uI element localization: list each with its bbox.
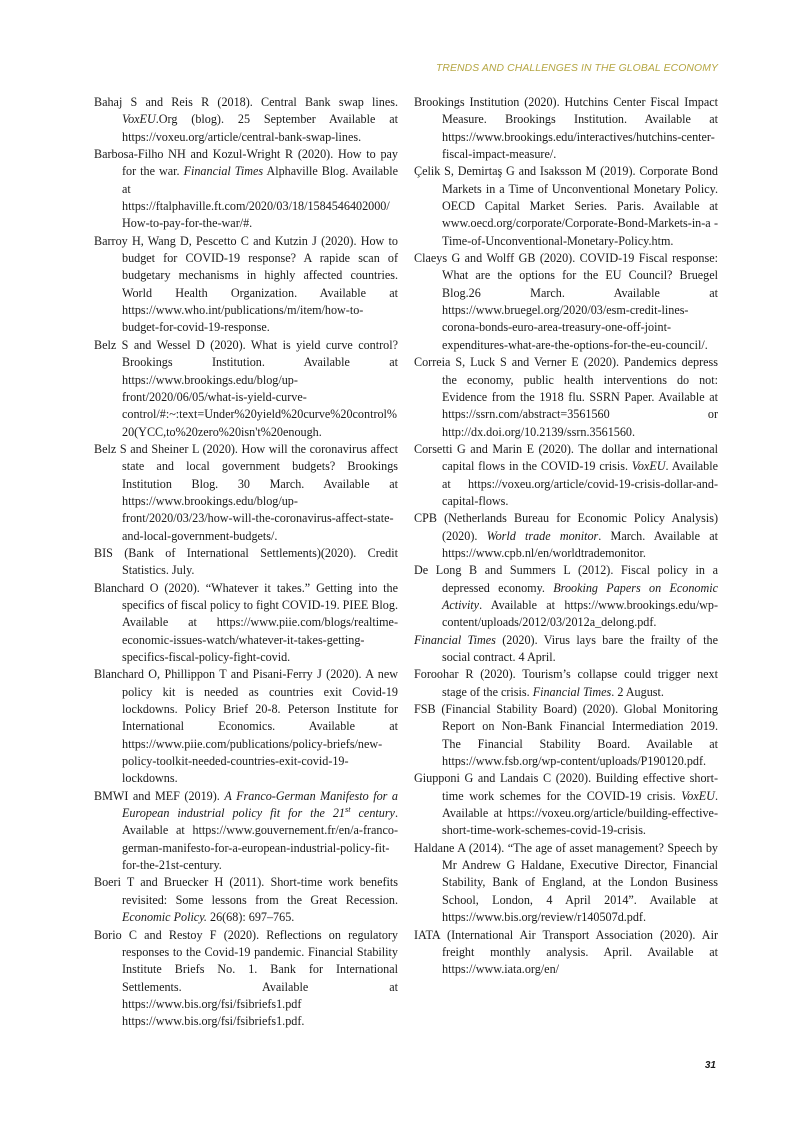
reference-entry (94, 233, 398, 337)
reference-text: Correia S, Luck S and Verner E (2020). Pandemics depress the economy, public health interventions do not: Evidence from the 1918 flu. SSRN Paper. Available at https://ssrn.com/abstract=3561560 or http://dx.doi.org/10.2139/ssrn.3561560. (414, 355, 718, 439)
reference-entry (414, 250, 718, 354)
reference-italic-text: VoxEU (122, 112, 156, 127)
reference-text: De Long B and Summers L (2012). Fiscal policy in a depressed economy. (414, 563, 718, 595)
reference-text: . Available at https://voxeu.org/article/covid-19-crisis-dollar-and-capital-flows. (442, 459, 718, 508)
reference-italic-text: Financial Times (183, 164, 264, 179)
reference-text: Belz S and Wessel D (2020). What is yield curve control? Brookings Institution. Available at https://www.brookings.edu/blog/up-front/2020/06/05/what-is-yield-curve-control/#:~:text=Under%20yield%20curve%20control%20(YCC,to%20zero%20isn't%20enough. (94, 337, 398, 439)
reference-text: Foroohar R (2020). Tourism’s collapse could trigger next stage of the crisis. (414, 667, 718, 699)
reference-text: IATA (International Air Transport Association (2020). Air freight monthly analysis. April. Available at https://www.iata.org/en/ (414, 927, 718, 977)
reference-entry (94, 146, 398, 233)
reference-italic-text: Financial Times (532, 684, 612, 699)
reference-entry (414, 632, 718, 667)
reference-italic-text: VoxEU (631, 459, 666, 474)
reference-text: Haldane A (2014). “The age of asset management? Speech by Mr Andrew G Haldane, Executive Director, Financial Stability, Bank of England, at the London Business School, London, 4 April 2014”. Available at https://www.bis.org/review/r140507d.pdf. (414, 840, 718, 925)
reference-entry (94, 788, 398, 875)
reference-italic-text: century (350, 806, 395, 821)
reference-text: Alphaville Blog. Available at https://ftalphaville.ft.com/2020/03/18/1584546402000/How-to-pay-for-the-war/#. (122, 164, 398, 231)
running-header: TRENDS AND CHALLENGES IN THE GLOBAL ECONOMY (435, 63, 718, 74)
reference-entry (94, 337, 398, 441)
references-right-column (414, 94, 718, 979)
reference-text: BMWI and MEF (2019). (94, 788, 225, 803)
reference-text: Brookings Institution (2020). Hutchins Center Fiscal Impact Measure. Brookings Institution. Available at https://www.brookings.edu/interactives/hutchins-center-fiscal-impact-measure/. (414, 95, 718, 162)
reference-text: . Available at https://voxeu.org/article/building-effective-short-time-work-schemes-covid-19-crisis. (442, 788, 718, 838)
reference-entry (414, 441, 718, 510)
reference-entry (94, 580, 398, 667)
reference-text: Barbosa-Filho NH and Kozul-Wright R (2020). How to pay for the war. (94, 147, 398, 179)
reference-italic-text: VoxEU (681, 788, 715, 803)
reference-text: . Available at https://www.brookings.edu/wp-content/uploads/2012/03/2012a_delong.pdf. (442, 597, 718, 630)
reference-entry (414, 354, 718, 441)
reference-entry (94, 666, 398, 787)
reference-entry (414, 840, 718, 927)
reference-entry (94, 874, 398, 926)
reference-text: Bahaj S and Reis R (2018). Central Bank swap lines. (94, 95, 398, 109)
reference-italic-text: Economic Policy. (122, 910, 207, 925)
reference-entry (414, 562, 718, 631)
reference-italic-text: Financial Times (414, 632, 496, 647)
reference-italic-text: st (344, 804, 351, 815)
reference-entry (414, 510, 718, 562)
reference-text: BIS (Bank of International Settlements)(2020). Credit Statistics. July. (94, 545, 398, 578)
reference-entry (94, 94, 398, 146)
reference-entry (94, 927, 398, 1031)
reference-text: Boeri T and Bruecker H (2011). Short-time work benefits revisited: Some lessons from the Great Recession. (94, 875, 398, 907)
page-number: 31 (704, 1060, 716, 1071)
references-left-column (94, 94, 398, 1031)
reference-text: Blanchard O (2020). “Whatever it takes.” Getting into the specifics of fiscal policy to fight COVID-19. PIEE Blog. Available at https://www.piie.com/blogs/realtime-economic-issues-watch/whatever-it-takes-getting-specifics-fiscal-policy-fight-covid. (94, 580, 398, 664)
reference-text: CPB (Netherlands Bureau for Economic Policy Analysis) (2020). (414, 511, 718, 543)
reference-text: (2020). Virus lays bare the frailty of the social contract. 4 April. (442, 632, 718, 664)
reference-text: . 2 August. (611, 684, 664, 699)
reference-text: Borio C and Restoy F (2020). Reflections on regulatory responses to the Covid-19 pandemic. Financial Stability Institute Briefs No. 1. Bank for International Settlements. Available at https://www.bis.org/fsi/fsibriefs1.pdf https://www.bis.org/fsi/fsibriefs1.pdf. (94, 927, 398, 1029)
reference-text: FSB (Financial Stability Board) (2020). Global Monitoring Report on Non-Bank Financial Intermediation 2019. The Financial Stability Board. Available at https://www.fsb.org/wp-content/uploads/P190120.pdf. (414, 702, 718, 769)
reference-entry (94, 441, 398, 545)
reference-entry (414, 94, 718, 163)
reference-text: Belz S and Sheiner L (2020). How will the coronavirus affect state and local government budgets? Brookings Institution Blog. 30 March. Available at https://www.brookings.edu/blog/up-front/2020/03/23/how-will-the-coronavirus-affect-state-and-local-government-budgets/. (94, 441, 398, 543)
reference-entry (414, 770, 718, 839)
reference-text: .Org (blog). 25 September Available at https://voxeu.org/article/central-bank-swap-lines. (122, 112, 398, 144)
reference-entry (94, 545, 398, 580)
reference-italic-text: Brooking Papers on Economic Activity (442, 580, 719, 612)
reference-text: Giupponi G and Landais C (2020). Building effective short-time work schemes for the COVID-19 crisis. (414, 771, 718, 803)
reference-italic-text: World trade monitor (486, 528, 599, 543)
reference-text: . Available at https://www.gouvernement.fr/en/a-franco-german-manifesto-for-a-european-industrial-policy-fit-for-the-21st-century. (122, 806, 398, 873)
reference-text: Çelik S, Demirtaş G and Isaksson M (2019). Corporate Bond Markets in a Time of Unconventional Monetary Policy. OECD Capital Market Series. Paris. Available at www.oecd.org/corporate/Corporate-Bond-Markets-in-a -Time-of-Unconventional-Monetary-Policy.htm. (414, 164, 718, 248)
reference-text: Blanchard O, Phillippon T and Pisani-Ferry J (2020). A new policy kit is needed as countries exit Covid-19 lockdowns. Policy Brief 20-8. Peterson Institute for International Economics. Available at https://www.piie.com/publications/policy-briefs/new-policy-toolkit-needed-countries-exit-covid-19-lockdowns. (94, 667, 398, 786)
reference-entry (414, 163, 718, 250)
reference-italic-text: A Franco-German Manifesto for a European industrial policy fit for the 21 (122, 788, 398, 821)
reference-text: Barroy H, Wang D, Pescetto C and Kutzin J (2020). How to budget for COVID-19 response? A rapide scan of budgetary mechanisms in highly affected countries. World Health Organization. Available at https://www.who.int/publications/m/item/how-to-budget-for-covid-19-response. (94, 233, 398, 335)
reference-entry (414, 666, 718, 701)
reference-entry (414, 701, 718, 770)
reference-text: . March. Available at https://www.cpb.nl/en/worldtrademonitor. (442, 528, 719, 560)
reference-text: 26(68): 697–765. (206, 910, 295, 925)
reference-text: Corsetti G and Marin E (2020). The dollar and international capital flows in the COVID-19 crisis. (414, 441, 718, 474)
reference-entry (414, 927, 718, 979)
reference-text: Claeys G and Wolff GB (2020). COVID-19 Fiscal response: What are the options for the EU Council? Bruegel Blog.26 March. Available at https://www.bruegel.org/2020/03/esm-credit-lines-corona-bonds-euro-area-treasury-one-off-joint-expenditures-what-are-the-options-for-the-eu-council/. (414, 251, 718, 352)
